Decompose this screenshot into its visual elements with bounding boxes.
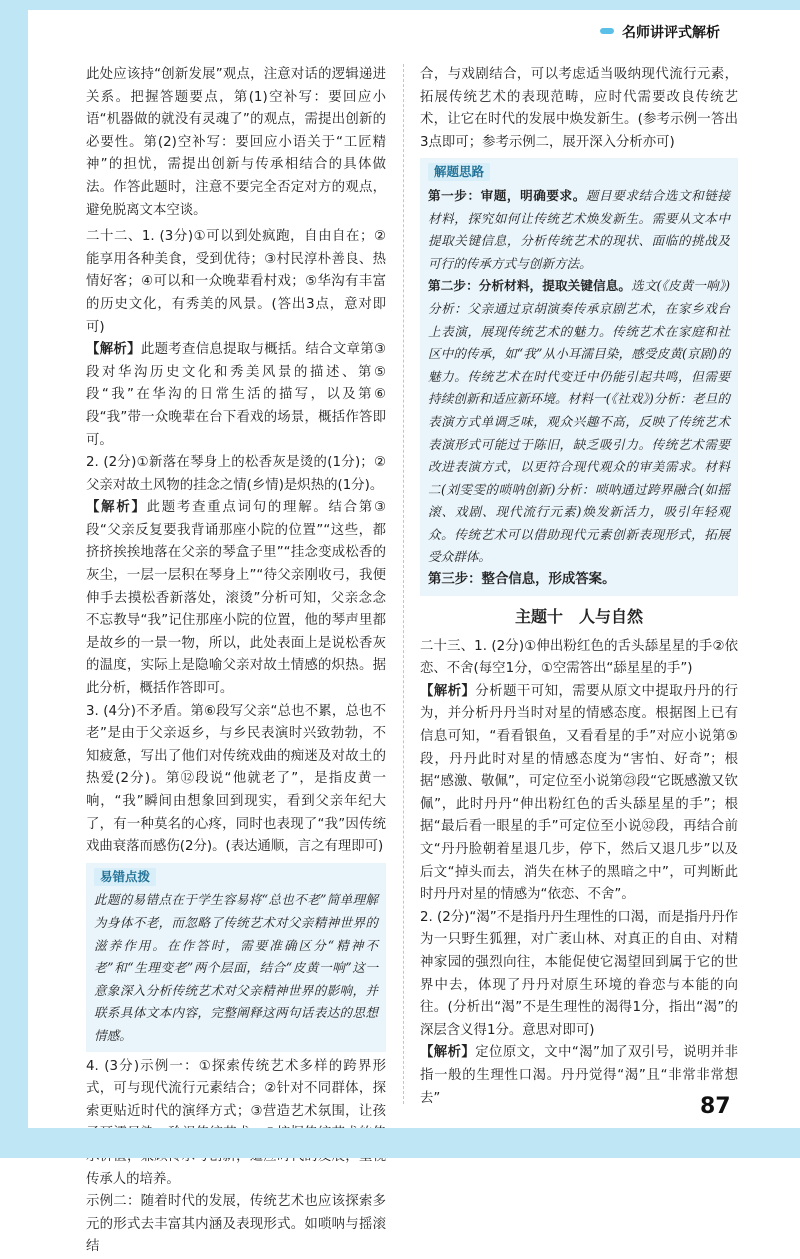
step-1-text: 题目要求结合选文和链接材料，探究如何让传统艺术焕发新生。需要从文本中提取关键信息，分析传统艺术的现状、面临的挑战及可行的传承方式与创新方法。 — [428, 187, 731, 271]
analysis-label: 【解析】 — [86, 500, 147, 516]
left-column — [86, 64, 386, 1259]
column-divider — [403, 64, 404, 1104]
question-22-4-example-2: 示例二：随着时代的发展，传统艺术也应该探索多元的形式去丰富其内涵及表现形式。如唢呐与摇滚结 — [86, 1194, 386, 1255]
question-22-1: 二十二、1. (3分)①可以到处疯跑，自由自在；②能享用各种美食，受到优待；③村民淳朴善良、热情好客；④可以和一众晚辈看村戏；⑤华沟有丰富的历史文化，有秀美的风景。(答出3点，意对即可) — [86, 229, 386, 335]
tip-text: 此题的易错点在于学生容易将“总也不老”简单理解为身体不老，而忽略了传统艺术对父亲精神世界的滋养作用。在作答时，需要准确区分“精神不老”和“生理变老”两个层面，结合“皮黄一响”这一意象深入分析传统艺术对父亲精神世界的影响，并联系具体文本内容，完整阐释这两句话表达的思想情感。 — [94, 892, 378, 1043]
q23-2-analysis — [420, 1042, 738, 1110]
analysis-label: 【解析】 — [420, 1045, 476, 1061]
right-paragraph-1: 合，与戏剧结合，可以考虑适当吸纳现代流行元素，拓展传统艺术的表现范畴，应时代需要改良传统艺术，让它在时代的发展中焕发新生。(参考示例一答出3点即可；参考示例二，展开深入分析亦可) — [420, 67, 738, 150]
solution-label: 解题思路 — [428, 163, 490, 181]
tip-box — [86, 863, 386, 1052]
step-3 — [428, 569, 730, 592]
bottom-border — [0, 1128, 800, 1158]
step-1 — [428, 185, 730, 275]
left-border — [0, 0, 28, 1158]
question-23-1: 二十三、1. (2分)①伸出粉红色的舌头舔星星的手②依恋、不舍(每空1分，①空需答出“舔星星的手”) — [420, 638, 738, 677]
top-border — [0, 0, 800, 10]
tip-label: 易错点拨 — [94, 868, 156, 886]
step-2-text: 选文(《皮黄一响》)分析：父亲通过京胡演奏传承京剧艺术，在家乡戏台上表演，展现传统艺术的魅力。传统艺术在家庭和社区中的传承，如“我”从小耳濡目染，感受皮黄(京剧)的魅力。传统艺术在时代变迁中仍能引起共鸣，但需要持续创新和适应新环境。材料一(《社戏》)分析：老旦的表演方式单调乏味，观众兴趣不高，反映了传统艺术表演形式可能过于陈旧，缺乏吸引力。传统艺术需要改进表演方式，以更符合现代观众的审美需求。材料二(刘雯雯的唢呐创新)分析：唢呐通过跨界融合(如摇滚、戏剧、现代流行元素)焕发新活力，吸引年轻观众。传统艺术可以借助现代元素创新表现形式，拓展受众群体。 — [428, 278, 731, 565]
question-22-3: 3. (4分)不矛盾。第⑥段写父亲“总也不累，总也不老”是由于父亲返乡，与乡民表演时兴致勃勃，不知疲惫，写出了他们对传统戏曲的痴迷及对故土的热爱(2分)。第⑫段说“他就老了”，是指皮黄一响，“我”瞬间由想象回到现实，看到父亲年纪大了，有一种莫名的心疼，同时也表现了“我”因传统戏曲衰落而感伤(2分)。(表达通顺，言之有理即可) — [86, 703, 386, 855]
step-3-label: 第三步：整合信息，形成答案。 — [428, 572, 616, 588]
analysis-text: 定位原文，文中“渴”加了双引号，说明并非指一般的生理性口渴。丹丹觉得“渴”且“非常非常想去” — [420, 1045, 739, 1106]
analysis-label: 【解析】 — [86, 342, 141, 358]
header — [600, 18, 800, 42]
page-number: 87 — [700, 1094, 731, 1119]
question-22-2: 2. (2分)①新落在琴身上的松香灰是烫的(1分)；②父亲对故土风物的挂念之情(乡情)是炽热的(1分)。 — [86, 455, 386, 493]
analysis-text: 此题考查重点词句的理解。结合第③段“父亲反复要我背诵那座小院的位置”“这些，都挤挤挨挨地落在父亲的琴盒子里”“挂念变成松香的灰尘，一层一层积在琴身上”“待父亲刚收弓，我便伸手去摸松香新落处，滚烫”分析可知，父亲念念不忘教导“我”记住那座小院的位置，他的琴声里都是故乡的一景一物，所以，此处表面上是说松香灰的温度，实际上是隐喻父亲对故土情感的炽热。据此分析，概括作答即可。 — [86, 500, 387, 697]
left-paragraph-1: 此处应该持“创新发展”观点，注意对话的逻辑递进关系。把握答题要点，第(1)空补写：要回应小语“机器做的就没有灵魂了”的观点，需提出创新的必要性。第(2)空补写：要回应小语关于“工匠精神”的担忧，需提出创新与传承相结合的具体做法。作答此题时，注意不要完全否定对方的观点，避免脱离文本空谈。 — [86, 67, 386, 218]
q1-analysis — [86, 339, 386, 452]
step-1-label: 第一步：审题，明确要求。 — [428, 187, 586, 203]
question-23-2: 2. (2分)“渴”不是指丹丹生理性的口渴，而是指丹丹作为一只野生狐狸，对广袤山林、对真正的自由、对精神家园的强烈向往，本能促使它渴望回到属于它的世界中去，体现了丹丹对原生环境的眷恋与本能的向往。(分析出“渴”不是生理性的渴得1分，指出“渴”的深层含义得1分。意思对即可) — [420, 909, 738, 1038]
analysis-text: 此题考查信息提取与概括。结合文章第③段对华沟历史文化和秀美风景的描述、第⑤段“我”在华沟的日常生活的描写，以及第⑥段“我”带一众晚辈在台下看戏的场景，概括作答即可。 — [86, 342, 386, 448]
header-title: 名师讲评式解析 — [622, 25, 720, 41]
section-title: 主题十 人与自然 — [514, 606, 643, 626]
question-22-4: 4. (3分)示例一：①探索传统艺术多样的跨界形式，可与现代流行元素结合；②针对不同群体，探索更贴近时代的演绎方式；③营造艺术氛围，让孩 传承人的培养。 — [86, 1058, 386, 1187]
solution-box — [420, 158, 738, 595]
analysis-text: 分析题干可知，需要从原文中提取丹丹的行为，并分析丹丹当时对星的情感态度。根据图上已有信息可知，“看看银鱼，又看看星的手”对应小说第⑤段，丹丹此时对星的情感态度为“害怕、好奇”；根据“感激、敬佩”，可定位至小说第㉓段“它既感激又钦佩”，此时丹丹“伸出粉红色的舌头舔星星的手”；根据“最后看一眼星的手”可定位至小说㉜段，再结合前文“丹丹脸朝着星退几步，停下，然后又退几步”以及后文“掉头而去，消失在林子的黑暗之中”，可判断此时丹丹对星的情感为“依恋、不舍”。 — [420, 683, 739, 903]
step-2-label: 第二步：分析材料，提取关键信息。 — [428, 278, 632, 294]
analysis-label: 【解析】 — [420, 683, 476, 699]
right-column — [420, 64, 738, 1110]
step-2 — [428, 275, 730, 569]
q23-1-analysis — [420, 681, 738, 907]
q2-analysis — [86, 497, 386, 700]
